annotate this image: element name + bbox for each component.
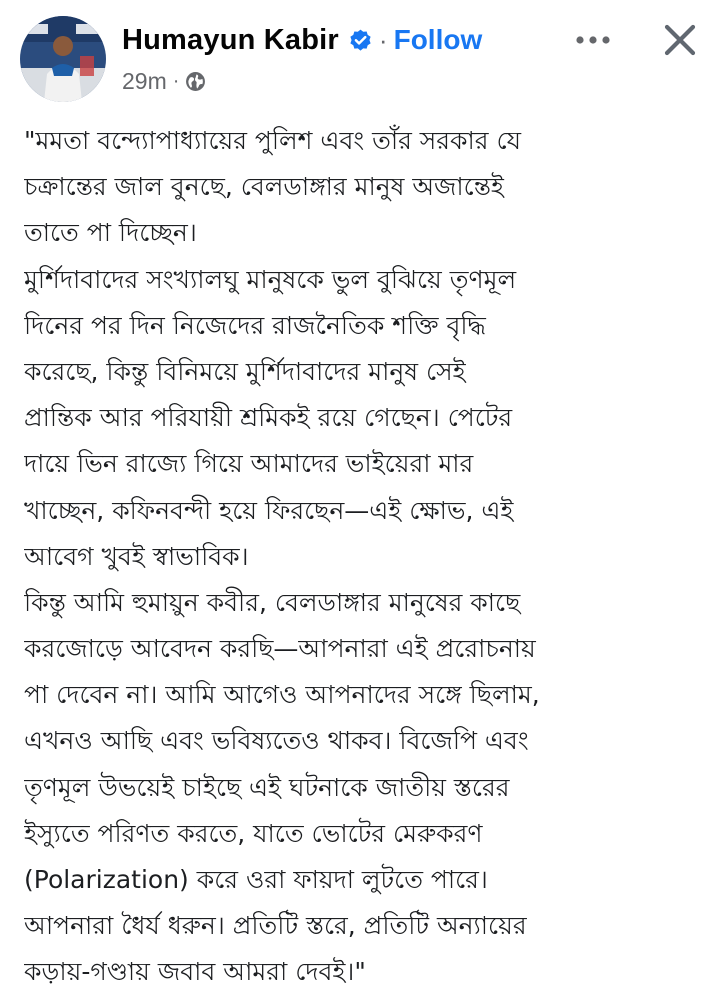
post-text-line: দায়ে ভিন রাজ্যে গিয়ে আমাদের ভাইয়েরা মার [24, 449, 474, 479]
post-text-line: আবেগ খুবই স্বাভাবিক। [24, 541, 249, 571]
follow-button[interactable]: Follow [393, 24, 483, 55]
post-text-line: চক্রান্তের জাল বুনছে, বেলডাঙ্গার মানুষ অজান্তেই [24, 172, 504, 202]
author-name[interactable]: Humayun Kabir [122, 23, 339, 56]
avatar-image [20, 16, 106, 102]
post-text-line: খাচ্ছেন, কফিনবন্দী হয়ে ফিরছেন—এই ক্ষোভ, এই [24, 495, 514, 525]
post-text-line: এখনও আছি এবং ভবিষ্যতেও থাকব। বিজেপি এবং [24, 726, 529, 756]
post-text-line: মুর্শিদাবাদের সংখ্যালঘু মানুষকে ভুল বুঝিয়ে তৃণমূল [24, 264, 517, 294]
name-row [122, 20, 482, 60]
more-options-icon [568, 22, 618, 58]
post-text-line: কিন্তু আমি হুমায়ুন কবীর, বেলডাঙ্গার মানুষের কাছে [24, 587, 521, 617]
post-text-line: কড়ায়-গণ্ডায় জবাব আমরা দেবই।" [24, 957, 366, 987]
author-avatar[interactable] [20, 16, 106, 102]
post-text-line: ইস্যুতে পরিণত করতে, যাতে ভোটের মেরুকরণ [24, 818, 483, 848]
post-text-line: করেছে, কিন্তু বিনিময়ে মুর্শিদাবাদের মানুষ সেই [24, 356, 466, 386]
close-button[interactable] [656, 16, 704, 64]
post-text-line: "মমতা বন্দ্যোপাধ্যায়ের পুলিশ এবং তাঁর সরকার যে [24, 126, 522, 155]
post-text-line: পা দেবেন না। আমি আগেও আপনাদের সঙ্গে ছিলাম, [24, 680, 540, 710]
post-text-line: তৃণমূল উভয়েই চাইছে এই ঘটনাকে জাতীয় স্তরের [24, 772, 510, 802]
post-text-line: (Polarization) করে ওরা ফায়দা লুটতে পারে। [24, 865, 488, 894]
verified-badge-icon [348, 28, 373, 53]
globe-icon [185, 71, 206, 92]
post-text-line: দিনের পর দিন নিজেদের রাজনৈতিক শক্তি বৃদ্ধি [24, 310, 486, 340]
post-text-line: আপনারা ধৈর্য ধরুন। প্রতিটি স্তরে, প্রতিটি অন্যায়ের [24, 911, 527, 941]
close-icon [656, 16, 704, 64]
post-timestamp[interactable]: 29m [122, 67, 167, 94]
meta-separator: · [172, 69, 180, 92]
name-follow-separator: · [378, 24, 388, 55]
post-header [0, 0, 723, 110]
post-text [24, 118, 708, 996]
post-text-line: প্রান্তিক আর পরিযায়ী শ্রমিকই রয়ে গেছেন। পেটের [24, 403, 513, 433]
more-options-button[interactable] [568, 22, 618, 58]
post-meta [122, 66, 206, 96]
post-text-line: করজোড়ে আবেদন করছি—আপনারা এই প্ররোচনায় [24, 634, 536, 664]
post-text-line: তাতে পা দিচ্ছেন। [24, 218, 197, 248]
